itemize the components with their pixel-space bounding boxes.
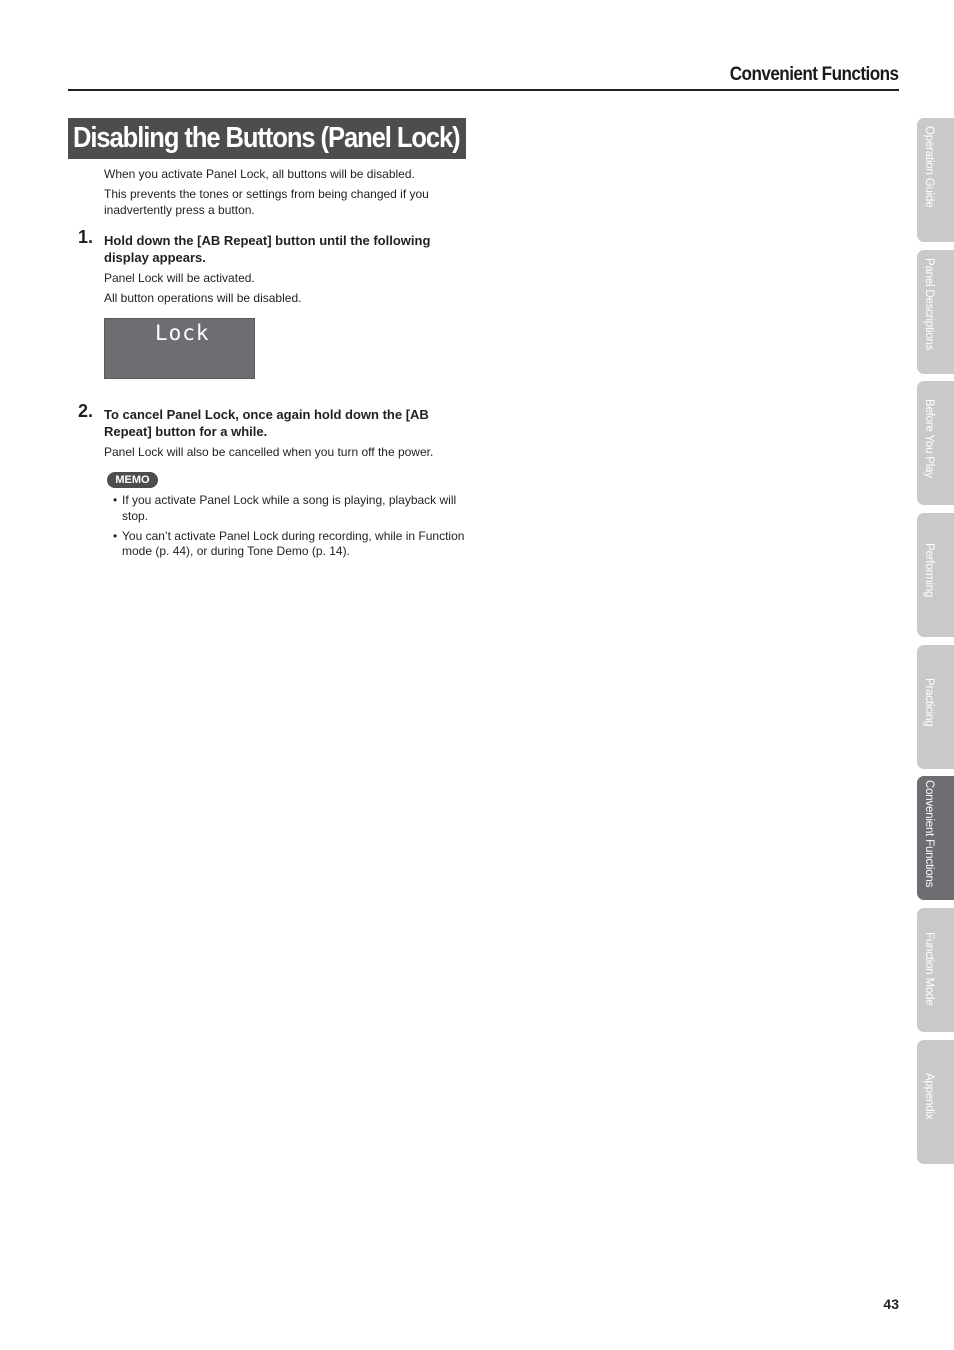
step-1-number: 1. — [78, 227, 94, 247]
step-1-note-2: All button operations will be disabled. — [104, 291, 302, 305]
bullet-marker: • — [113, 529, 118, 543]
side-tab-label: Convenient Functions — [923, 780, 935, 888]
side-tab-function-mode[interactable] — [917, 908, 954, 1032]
section-title: Convenient Functions — [730, 64, 899, 85]
side-tab-label: Operation Guide — [923, 126, 935, 208]
side-tab-label: Performing — [923, 543, 935, 598]
intro-line-3: inadvertently press a button. — [104, 203, 255, 217]
side-tab-label: Before You Play — [923, 399, 935, 478]
step-1-text-line-1: Hold down the [AB Repeat] button until the following — [104, 233, 431, 248]
intro-line-2: This prevents the tones or settings from being changed if you — [104, 187, 429, 201]
side-tab-before-you-play[interactable] — [917, 381, 954, 505]
side-tab-operation-guide[interactable] — [917, 118, 954, 242]
intro-line-1: When you activate Panel Lock, all buttons will be disabled. — [104, 167, 415, 181]
memo-bullet-2-line-1: You can’t activate Panel Lock during recording, while in Function — [122, 529, 465, 543]
bullet-marker: • — [113, 493, 118, 507]
lcd-display-text: Lock — [155, 321, 210, 345]
step-1-text — [104, 232, 449, 266]
side-tab-label: Appendix — [923, 1073, 935, 1120]
memo-badge: MEMO — [107, 472, 158, 488]
side-tab-appendix[interactable] — [917, 1040, 954, 1164]
section-heading — [68, 118, 466, 159]
memo-bullet-2-line-2: mode (p. 44), or during Tone Demo (p. 14). — [122, 544, 350, 558]
side-tab-performing[interactable] — [917, 513, 954, 637]
lcd-display — [104, 318, 255, 379]
step-2-text-line-2: Repeat] button for a while. — [104, 424, 268, 439]
step-2-note-1: Panel Lock will also be cancelled when you turn off the power. — [104, 445, 434, 459]
step-1-note-1: Panel Lock will be activated. — [104, 271, 255, 285]
memo-bullet-1-line-2: stop. — [122, 509, 149, 523]
side-tab-panel-descriptions[interactable] — [917, 250, 954, 374]
step-1-text-line-2: display appears. — [104, 250, 206, 265]
side-tab-practicing[interactable] — [917, 645, 954, 769]
side-tab-label: Function Mode — [923, 932, 935, 1006]
header-rule — [68, 89, 899, 91]
memo-bullet-1-line-1: If you activate Panel Lock while a song is playing, playback will — [122, 493, 457, 507]
side-tab-convenient-functions[interactable] — [917, 776, 954, 900]
step-2-text — [104, 406, 449, 440]
section-heading-text: Disabling the Buttons (Panel Lock) — [73, 122, 460, 154]
step-2-text-line-1: To cancel Panel Lock, once again hold down the [AB — [104, 407, 429, 422]
side-tab-label: Panel Descriptions — [923, 258, 935, 351]
step-2-number: 2. — [78, 401, 94, 421]
page-number: 43 — [883, 1296, 899, 1312]
side-tab-label: Practicing — [923, 678, 935, 727]
